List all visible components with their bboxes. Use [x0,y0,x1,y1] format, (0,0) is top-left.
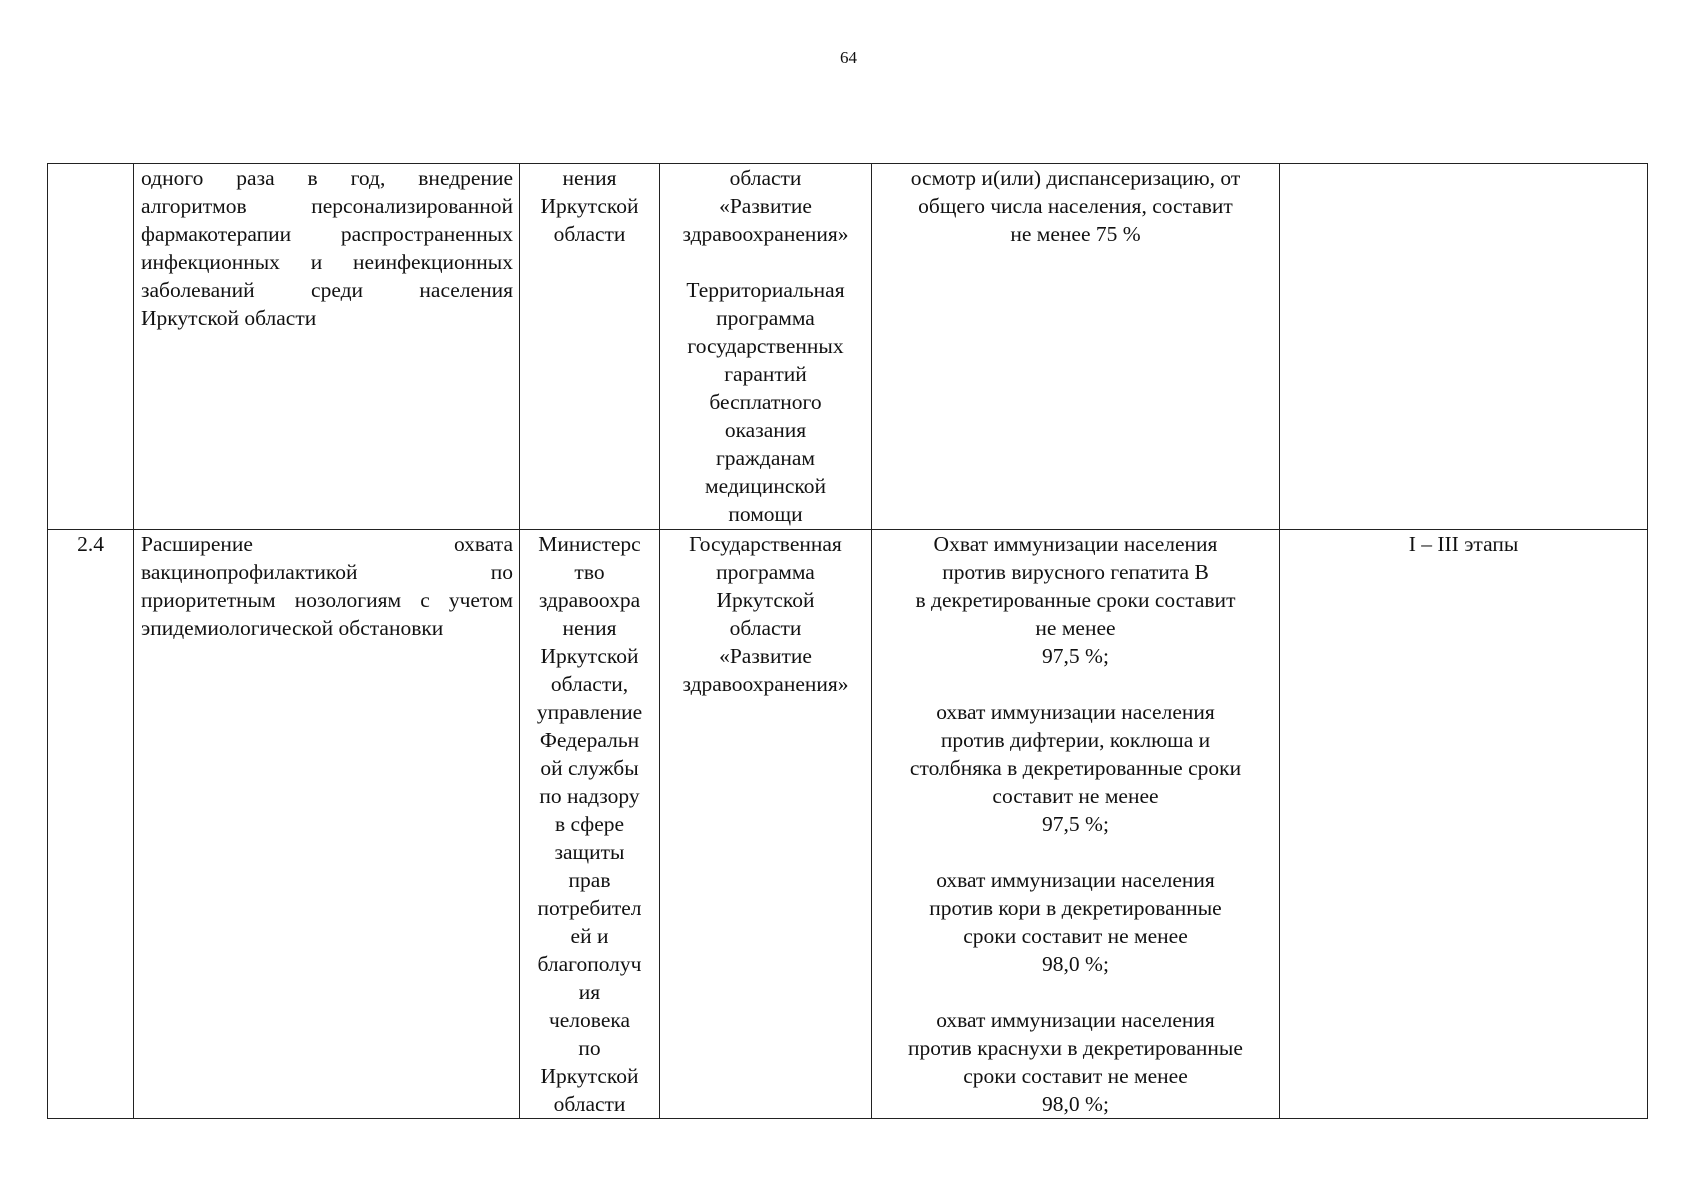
measures-table [47,163,1648,1119]
stage-cell [1280,164,1648,530]
stage-cell: I – III этапы [1280,530,1648,1119]
table-row [48,164,1648,530]
executor-cell: нения Иркутской области [520,164,660,530]
measure-cell: одного раза в год, внедрение алгоритмов персонализированной фармакотерапии распространенных инфекционных и неинфекционных заболеваний среди населения Иркутской области [134,164,520,530]
executor-cell: Министерс тво здравоохра нения Иркутской области, управление Федеральн ой службы по надзору в сфере защиты прав потребител ей и благополуч ия человека по Иркутской области [520,530,660,1119]
result-cell: Охват иммунизации населения против вирусного гепатита В в декретированные сроки составит не менее 97,5 %; охват иммунизации населения против дифтерии, коклюша и столбняка в декретированные сроки составит не менее 97,5 %; охват иммунизации населения против кори в декретированные сроки составит не менее 98,0 %; охват иммунизации населения против краснухи в декретированные сроки составит не менее 98,0 %; [872,530,1280,1119]
program-cell: Государственная программа Иркутской области «Развитие здравоохранения» [660,530,872,1119]
program-cell: области «Развитие здравоохранения» Территориальная программа государственных гарантий бесплатного оказания гражданам медицинской помощи [660,164,872,530]
measure-cell: Расширение охвата вакцинопрофилактикой по приоритетным нозологиям с учетом эпидемиологической обстановки [134,530,520,1119]
result-cell: осмотр и(или) диспансеризацию, от общего числа населения, составит не менее 75 % [872,164,1280,530]
row-number-cell [48,164,134,530]
page-number: 64 [840,48,857,67]
table-row [48,530,1648,1119]
row-number-cell: 2.4 [48,530,134,1119]
